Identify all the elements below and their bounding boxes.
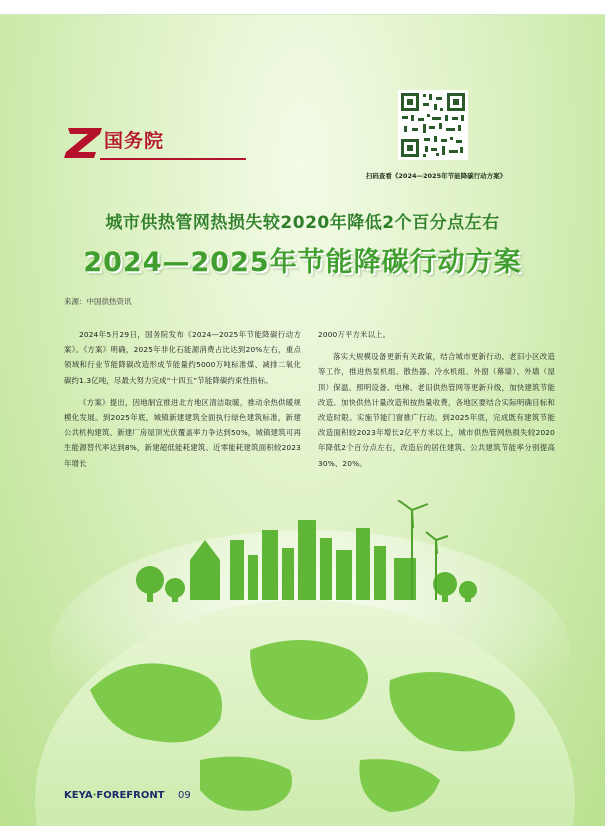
section-badge	[64, 122, 246, 162]
z-logo-icon	[64, 122, 104, 162]
body-paragraph: 《方案》提出，因地制宜推进北方地区清洁取暖，推动余热供暖规模化发展。到2025年底，城镇新建建筑全面执行绿色建筑标准，新建公共机构建筑、新建厂房屋顶光伏覆盖率力争达到50%，城镇建筑可再生能源替代率达到8%，新建超低能耗建筑、近零能耗建筑面积较2023年增长	[64, 397, 301, 468]
body-paragraph: 落实大规模设备更新有关政策，结合城市更新行动、老旧小区改造等工作，推进热泵机组、散热器、冷水机组、外窗（幕墙）、外墙（屋顶）保温、照明设备、电梯、老旧供热管网等更新升级，加快建筑节能改造。加快供热计量改造和按热量收费，各地区要结合实际明确目标和改造时限。实施节能门窗推广行动。到2025年底，完成既有建筑节能改造面积较2023年增长2亿平方米以上，城市供热管网热损失较2020年降低2个百分点左右，改造后的居住建筑、公共建筑节能率分别提高30%、20%。	[318, 352, 555, 468]
body-paragraph: 2024年5月29日，国务院发布《2024—2025年节能降碳行动方案》。《方案》明确，2025年非化石能源消费占比达到20%左右，重点领域和行业节能降碳改造形成节能量约5000万吨标准煤、减排二氧化碳约1.3亿吨，尽最大努力完成“十四五”节能降碳约束性指标。	[64, 330, 301, 385]
qr-caption: 扫码查看《2024—2025年节能降碳行动方案》	[365, 172, 507, 180]
top-bar	[0, 0, 605, 15]
footer-dot: ·	[92, 790, 97, 801]
body-paragraph-continued: 2000万平方米以上。	[318, 330, 391, 339]
footer-brand: KEYA	[64, 790, 93, 801]
section-rule	[100, 158, 246, 160]
footer-brand-secondary: FOREFRONT	[96, 790, 165, 801]
article-subtitle: 城市供热管网热损失较2020年降低2个百分点左右	[105, 213, 500, 233]
section-label: 国务院	[104, 130, 165, 152]
article-title: 2024—2025年节能降碳行动方案	[83, 247, 522, 278]
body-column-left	[64, 327, 301, 478]
page-number: 09	[178, 790, 191, 801]
qr-code-icon[interactable]	[398, 90, 468, 160]
body-column-right	[318, 327, 555, 478]
green-city-globe-illustration	[0, 500, 605, 826]
page-footer	[64, 790, 191, 801]
article-source: 来源：中国供热资讯	[64, 297, 132, 306]
